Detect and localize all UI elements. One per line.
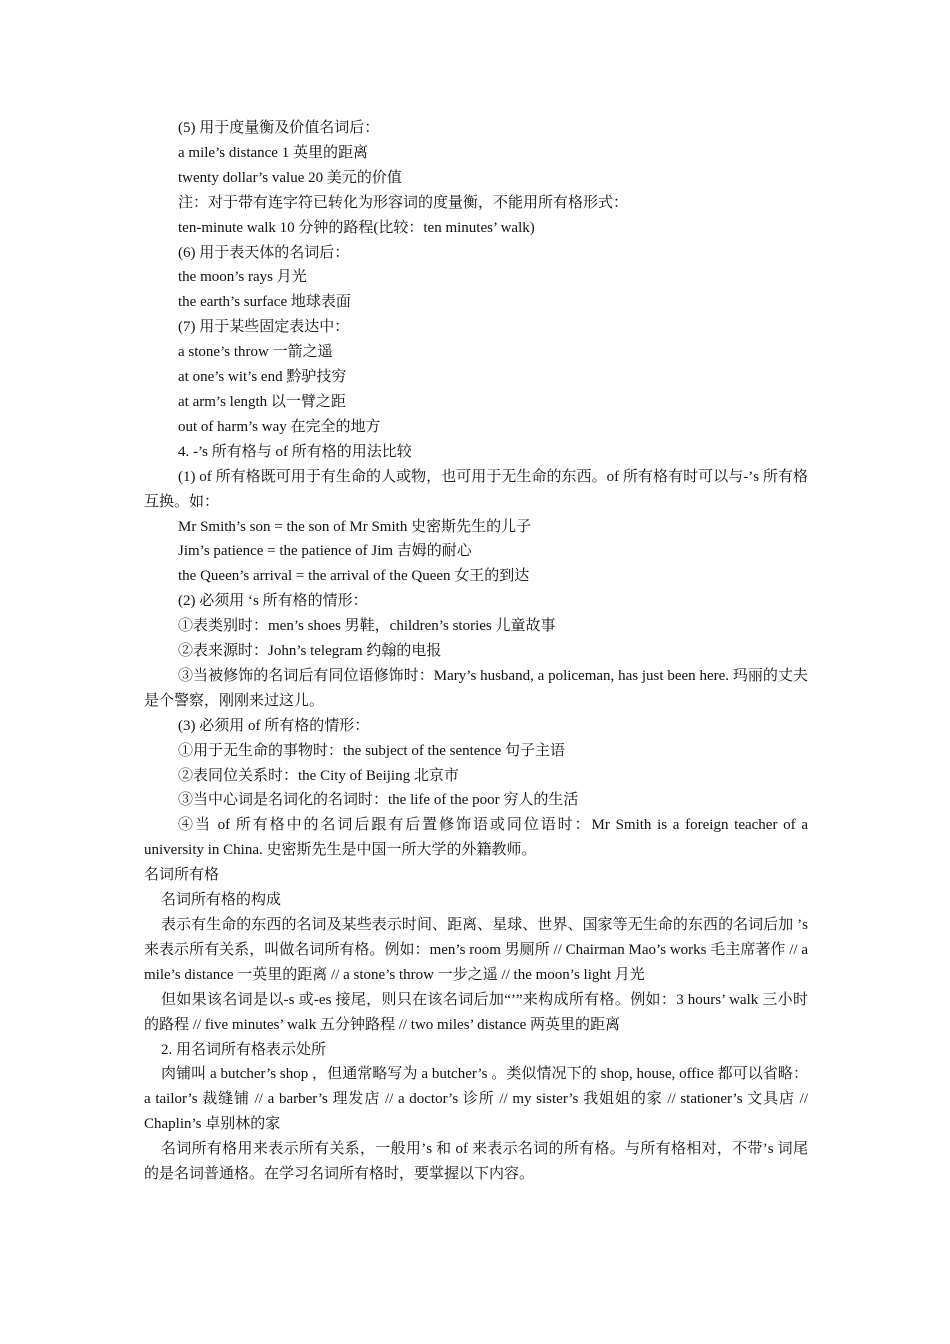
paragraph: ②表同位关系时：the City of Beijing 北京市: [178, 767, 459, 784]
paragraph: at one’s wit’s end 黔驴技穷: [178, 369, 347, 386]
paragraph: (6) 用于表天体的名词后：: [178, 244, 350, 261]
paragraph: ②表来源时：John’s telegram 约翰的电报: [178, 643, 442, 660]
paragraph: ③当中心词是名词化的名词时：the life of the poor 穷人的生活: [178, 792, 579, 809]
paragraph: at arm’s length 以一臂之距: [178, 393, 346, 410]
paragraph: the earth’s surface 地球表面: [178, 294, 351, 311]
paragraph: ①表类别时：men’s shoes 男鞋，children’s stories 儿童故事: [178, 618, 556, 635]
paragraph: (7) 用于某些固定表达中：: [178, 319, 350, 336]
paragraph: twenty dollar’s value 20 美元的价值: [178, 169, 402, 186]
paragraph: (5) 用于度量衡及价值名词后：: [178, 120, 380, 136]
paragraph: a mile’s distance 1 英里的距离: [178, 144, 368, 161]
subsection-heading: 名词所有格的构成: [161, 892, 282, 909]
paragraph: 表示有生命的东西的名词及某些表示时间、距离、星球、世界、国家等无生命的东西的名词后加 ’s 来表示所有关系，叫做名词所有格。例如：men’s room 男厕所 // Chairman Mao’s works 毛主席著作 // a mile’s distance 一英里的距离 // a stone’s throw 一步之遥 // the moon’s light 月光: [144, 917, 808, 983]
paragraph: 4. -’s 所有格与 of 所有格的用法比较: [178, 443, 412, 460]
subsection-heading: 2. 用名词所有格表示处所: [161, 1041, 327, 1058]
paragraph: ten-minute walk 10 分钟的路程(比较：ten minutes’ walk): [178, 219, 535, 236]
paragraph: Jim’s patience = the patience of Jim 吉姆的耐心: [178, 543, 472, 560]
paragraph: the Queen’s arrival = the arrival of the Queen 女王的到达: [178, 568, 530, 585]
paragraph: (2) 必须用 ‘s 所有格的情形：: [178, 593, 368, 610]
paragraph: out of harm’s way 在完全的地方: [178, 418, 381, 435]
paragraph: (1) of 所有格既可用于有生命的人或物，也可用于无生命的东西。of 所有格有时可以与-’s 所有格互换。如：: [144, 468, 808, 510]
paragraph: 名词所有格用来表示所有关系，一般用’s 和 of 来表示名词的所有格。与所有格相对，不带’s 词尾的是名词普通格。在学习名词所有格时，要掌握以下内容。: [144, 1141, 808, 1183]
paragraph: the moon’s rays 月光: [178, 269, 307, 286]
paragraph: ①用于无生命的事物时：the subject of the sentence 句子主语: [178, 742, 566, 759]
paragraph: ③当被修饰的名词后有同位语修饰时：Mary’s husband, a policeman, has just been here. 玛丽的丈夫是个警察，刚刚来过这儿。: [144, 667, 808, 709]
paragraph: 但如果该名词是以-s 或-es 接尾，则只在该名词后加“’”来构成所有格。例如：3 hours’ walk 三小时的路程 // five minutes’ walk 五分钟路程 // two miles’ distance 两英里的距离: [144, 991, 808, 1033]
paragraph: 注：对于带有连字符已转化为形容词的度量衡，不能用所有格形式：: [178, 194, 629, 211]
paragraph: a stone’s throw 一箭之遥: [178, 344, 333, 361]
document-body: [144, 116, 808, 1187]
paragraph: (3) 必须用 of 所有格的情形：: [178, 717, 370, 734]
section-heading: 名词所有格: [144, 867, 220, 884]
paragraph: Mr Smith’s son = the son of Mr Smith 史密斯先生的儿子: [178, 518, 532, 535]
paragraph: ④当 of 所有格中的名词后跟有后置修饰语或同位语时：Mr Smith is a foreign teacher of a university in China. 史密斯先生是中国一所大学的外籍教师。: [144, 817, 808, 859]
paragraph: 肉铺叫 a butcher’s shop ，但通常略写为 a butcher’s 。类似情况下的 shop, house, office 都可以省略：a tailor’s 裁缝铺 // a barber’s 理发店 // a doctor’s 诊所 // my sister’s 我姐姐的家 // stationer’s 文具店 // Chaplin’s 卓别林的家: [144, 1066, 808, 1133]
